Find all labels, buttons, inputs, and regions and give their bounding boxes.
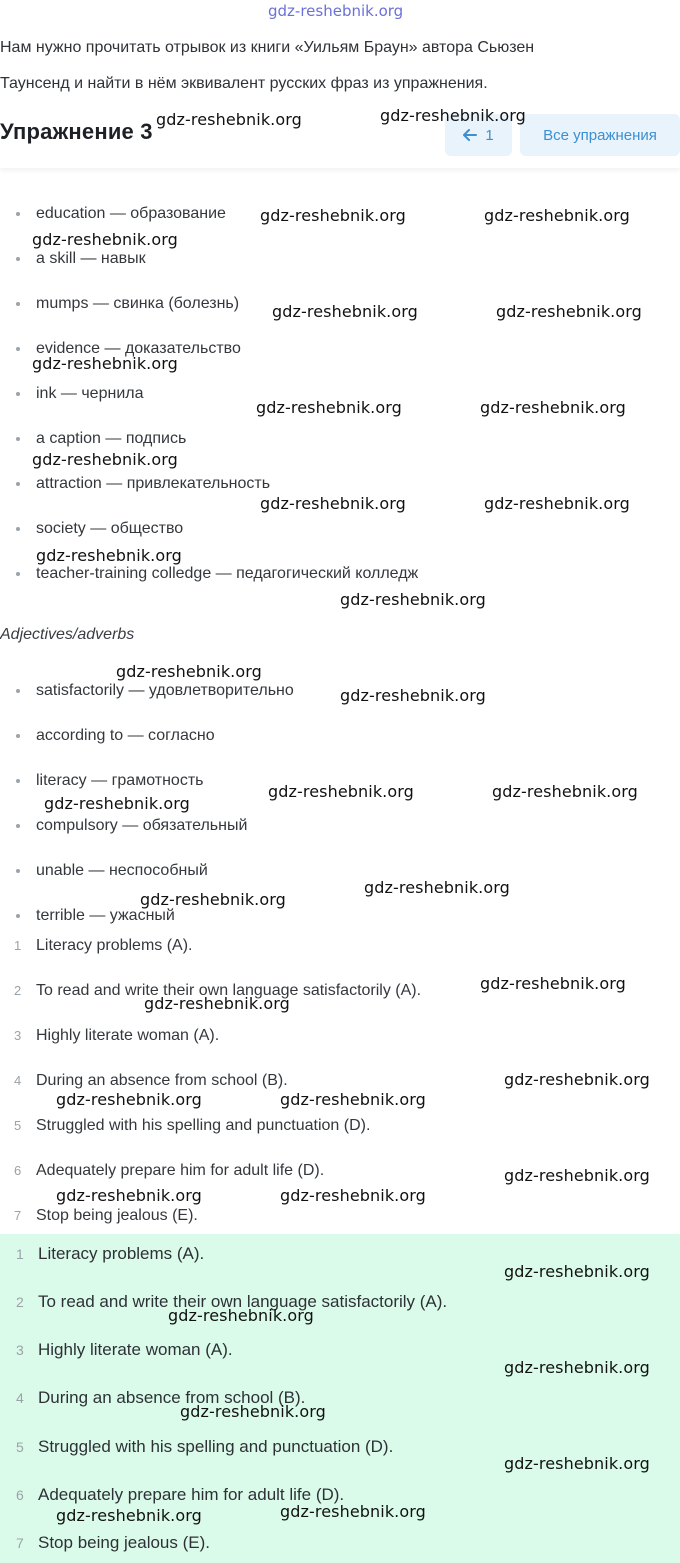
all-exercises-button[interactable]: Все упражнения — [520, 114, 680, 156]
list-item: literacy — грамотность — [0, 769, 680, 793]
list-item: 5 Struggled with his spelling and punctuation (D). — [0, 1114, 680, 1138]
item-number: 6 — [16, 1487, 24, 1503]
list-item: 6 Adequately prepare him for adult life (D). — [0, 1159, 680, 1183]
item-number: 7 — [14, 1208, 22, 1223]
item-number: 4 — [14, 1073, 22, 1088]
watermark: gdz-reshebnik.org — [180, 1402, 326, 1421]
watermark: gdz-reshebnik.org — [268, 782, 414, 801]
list-item: 4 During an absence from school (B). — [0, 1069, 680, 1093]
answer-item: 3 Highly literate woman (A). — [0, 1337, 680, 1363]
watermark: gdz-reshebnik.org — [504, 1070, 650, 1089]
bullet-icon — [16, 212, 20, 216]
watermark: gdz-reshebnik.org — [340, 686, 486, 705]
bullet-icon — [16, 302, 20, 306]
watermark: gdz-reshebnik.org — [56, 1090, 202, 1109]
list-item: satisfactorily — удовлетворительно — [0, 679, 680, 703]
page-title: Упражнение 3 — [0, 119, 153, 144]
watermark: gdz-reshebnik.org — [280, 1090, 426, 1109]
list-item: unable — неспособный — [0, 859, 680, 883]
watermark: gdz-reshebnik.org — [480, 398, 626, 417]
watermark: gdz-reshebnik.org — [496, 302, 642, 321]
watermark: gdz-reshebnik.org — [504, 1166, 650, 1185]
bullet-icon — [16, 734, 20, 738]
list-item: 3 Highly literate woman (A). — [0, 1024, 680, 1048]
answer-item: 4 During an absence from school (B). — [0, 1385, 680, 1411]
watermark: gdz-reshebnik.org — [504, 1358, 650, 1377]
intro-line-1: Нам нужно прочитать отрывок из книги «Уильям Браун» автора Сьюзен — [0, 39, 535, 56]
bullet-icon — [16, 437, 20, 441]
bullet-icon — [16, 527, 20, 531]
item-number: 3 — [14, 1028, 22, 1043]
exercise-header — [0, 104, 680, 168]
answer-item: 6 Adequately prepare him for adult life (D). — [0, 1482, 680, 1508]
watermark: gdz-reshebnik.org — [140, 890, 286, 909]
watermark: gdz-reshebnik.org — [144, 994, 290, 1013]
item-number: 3 — [16, 1342, 24, 1358]
answer-item: 1 Literacy problems (A). — [0, 1241, 680, 1267]
watermark: gdz-reshebnik.org — [32, 450, 178, 469]
watermark: gdz-reshebnik.org — [280, 1502, 426, 1521]
intro-text — [0, 30, 680, 102]
list-item: evidence — доказательство — [0, 337, 680, 361]
watermark: gdz-reshebnik.org — [484, 206, 630, 225]
watermark: gdz-reshebnik.org — [480, 974, 626, 993]
watermark: gdz-reshebnik.org — [36, 546, 182, 565]
watermark: gdz-reshebnik.org — [156, 110, 302, 129]
item-number: 4 — [16, 1390, 24, 1406]
list-item: teacher-training colledge — педагогический колледж — [0, 562, 680, 586]
watermark: gdz-reshebnik.org — [260, 494, 406, 513]
bullet-icon — [16, 824, 20, 828]
arrow-left-icon — [463, 129, 477, 141]
answer-item: 7 Stop being jealous (E). — [0, 1530, 680, 1556]
watermark: gdz-reshebnik.org — [116, 662, 262, 681]
site-watermark-top: gdz-reshebnik.org — [268, 2, 404, 20]
list-item: 1 Literacy problems (A). — [0, 934, 680, 958]
bullet-icon — [16, 257, 20, 261]
item-number: 1 — [14, 938, 22, 953]
bullet-icon — [16, 689, 20, 693]
previous-exercise-number: 1 — [485, 126, 494, 144]
answer-item: 5 Struggled with his spelling and punctuation (D). — [0, 1434, 680, 1460]
list-item: 7 Stop being jealous (E). — [0, 1204, 680, 1228]
list-item: mumps — свинка (болезнь) — [0, 292, 680, 316]
intro-line-2: Таунсенд и найти в нём эквивалент русских фраз из упражнения. — [0, 75, 488, 92]
answer-item: 2 To read and write their own language satisfactorily (A). — [0, 1289, 680, 1315]
bullet-icon — [16, 779, 20, 783]
watermark: gdz-reshebnik.org — [32, 230, 178, 249]
watermark: gdz-reshebnik.org — [380, 106, 526, 125]
item-number: 1 — [16, 1246, 24, 1262]
item-number: 2 — [14, 983, 22, 998]
watermark: gdz-reshebnik.org — [492, 782, 638, 801]
item-number: 2 — [16, 1294, 24, 1310]
watermark: gdz-reshebnik.org — [484, 494, 630, 513]
watermark: gdz-reshebnik.org — [44, 794, 190, 813]
list-item: compulsory — обязательный — [0, 814, 680, 838]
list-item: attraction — привлекательность — [0, 472, 680, 496]
item-number: 5 — [14, 1118, 22, 1133]
list-item: education — образование — [0, 202, 680, 226]
bullet-icon — [16, 914, 20, 918]
list-item: ink — чернила — [0, 382, 680, 406]
bullet-icon — [16, 392, 20, 396]
item-number: 5 — [16, 1439, 24, 1455]
watermark: gdz-reshebnik.org — [504, 1262, 650, 1281]
item-number: 7 — [16, 1535, 24, 1551]
item-number: 6 — [14, 1163, 22, 1178]
list-item: according to — согласно — [0, 724, 680, 748]
watermark: gdz-reshebnik.org — [260, 206, 406, 225]
list-item: a skill — навык — [0, 247, 680, 271]
watermark: gdz-reshebnik.org — [168, 1306, 314, 1325]
watermark: gdz-reshebnik.org — [504, 1454, 650, 1473]
list-item: a caption — подпись — [0, 427, 680, 451]
list-item: society — общество — [0, 517, 680, 541]
watermark: gdz-reshebnik.org — [56, 1506, 202, 1525]
watermark: gdz-reshebnik.org — [340, 590, 486, 609]
bullet-icon — [16, 482, 20, 486]
watermark: gdz-reshebnik.org — [256, 398, 402, 417]
bullet-icon — [16, 347, 20, 351]
watermark: gdz-reshebnik.org — [272, 302, 418, 321]
watermark: gdz-reshebnik.org — [364, 878, 510, 897]
watermark: gdz-reshebnik.org — [280, 1186, 426, 1205]
watermark: gdz-reshebnik.org — [32, 354, 178, 373]
bullet-icon — [16, 572, 20, 576]
list-item: 2 To read and write their own language satisfactorily (A). — [0, 979, 680, 1003]
list-item: terrible — ужасный — [0, 904, 680, 928]
bullet-icon — [16, 869, 20, 873]
watermark: gdz-reshebnik.org — [56, 1186, 202, 1205]
adjectives-heading: Adjectives/adverbs — [0, 626, 135, 643]
